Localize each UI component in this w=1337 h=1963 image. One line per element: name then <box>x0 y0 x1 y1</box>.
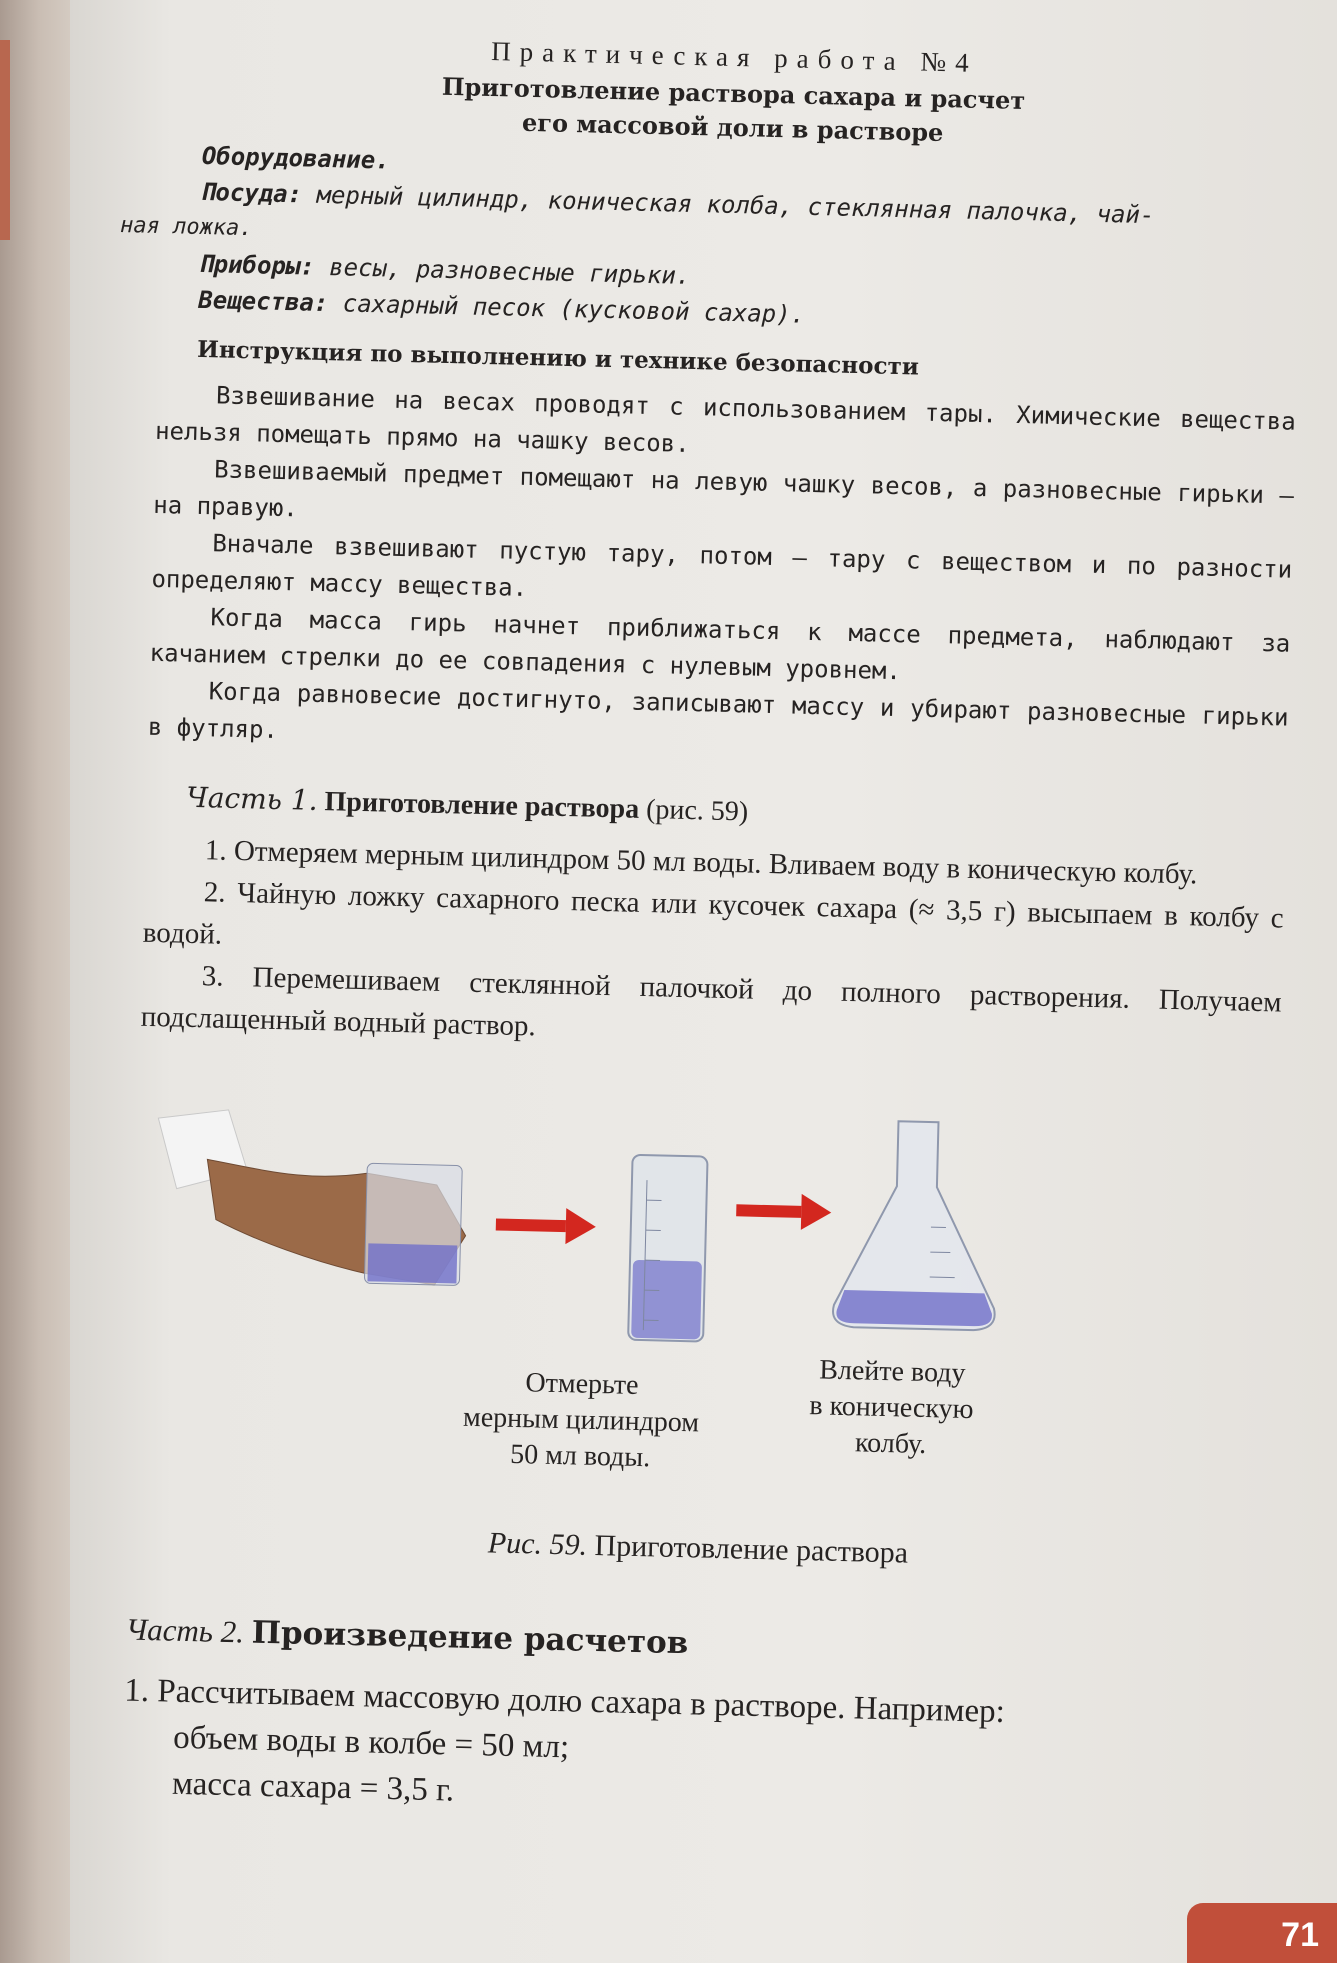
water-volume-line: объем воды в колбе = 50 мл; <box>172 1719 570 1766</box>
dishes-label: Посуда: <box>200 177 303 209</box>
part1-figure-ref: (рис. 59) <box>645 793 749 828</box>
devices-label: Приборы: <box>198 249 316 281</box>
part2-calculation <box>122 1668 1265 1834</box>
part1-step: 2. Чайную ложку сахарного песка или кусочек сахара (≈ 3,5 г) высыпаем в колбу с водой. <box>142 876 1284 951</box>
equipment-heading: Оборудование. <box>201 141 391 175</box>
part2-label: Часть 2. <box>125 1611 245 1650</box>
measuring-cylinder-illustration <box>628 1155 707 1342</box>
caption-pour-line: колбу. <box>854 1427 927 1461</box>
figure-title: Приготовление раствора <box>594 1528 909 1570</box>
page-content <box>119 28 1305 1833</box>
instruction-paragraph: Взвешиваемый предмет помещают на левую чашку весов, а разновесные гирьки – на правую. <box>153 455 1295 523</box>
part1-label: Часть 1. <box>185 780 319 817</box>
caption-pour-line: в коническую <box>809 1390 974 1426</box>
arrow-icon <box>736 1192 832 1230</box>
dishes-continuation: ная ложка. <box>119 212 253 242</box>
caption-measure <box>430 1363 733 1478</box>
devices-text: весы, разновесные гирьки. <box>328 253 691 290</box>
figure-59 <box>129 1098 1279 1546</box>
substances-label: Вещества: <box>198 285 329 318</box>
practical-work-title: Практическая работа №4 <box>490 35 979 78</box>
dishes-text: мерный цилиндр, коническая колба, стеклянная палочка, чай- <box>316 180 1155 230</box>
main-title-line1: Приготовление раствора сахара и расчет <box>441 71 1026 116</box>
main-title-line2: его массовой доли в растворе <box>521 107 944 148</box>
sugar-mass-line: масса сахара = 3,5 г. <box>171 1765 455 1809</box>
caption-measure-line: Отмерьте <box>525 1367 639 1401</box>
instruction-paragraph: Когда равновесие достигнуто, записывают массу и убирают разновесные гирьки в футляр. <box>147 677 1289 744</box>
part2-step1: 1. Рассчитываем массовую долю сахара в растворе. Например: <box>123 1672 1006 1731</box>
conical-flask-illustration <box>833 1120 1000 1331</box>
hand-with-beaker-illustration <box>154 1108 468 1286</box>
textbook-page <box>70 0 1337 1963</box>
beaker-water-icon <box>367 1243 457 1283</box>
part1-step: 3. Перемешиваем стеклянной палочкой до полного растворения. Получаем подслащенный водный раствор. <box>140 960 1282 1043</box>
caption-measure-line: 50 мл воды. <box>509 1438 651 1474</box>
substances-text: сахарный песок (кусковой сахар). <box>342 289 806 329</box>
instruction-paragraph: Когда масса гирь начнет приближаться к массе предмета, наблюдают за качанием стрелки до ее совпадения с нулевым уровнем. <box>149 603 1291 686</box>
caption-pour <box>760 1351 1023 1465</box>
instruction-paragraph: Вначале взвешивают пустую тару, потом – тару с веществом и по разности определяют массу вещества. <box>151 529 1293 603</box>
adjacent-page-edge <box>0 40 10 240</box>
page-number: 71 <box>1187 1903 1337 1963</box>
caption-pour-line: Влейте воду <box>818 1354 966 1389</box>
instruction-paragraph: Взвешивание на весах проводят с использованием тары. Химические вещества нельзя помещать прямо на чашку весов. <box>154 381 1297 458</box>
arrow-icon <box>495 1206 596 1244</box>
instructions-heading: Инструкция по выполнению и технике безопасности <box>196 335 920 381</box>
part1-step: 1. Отмеряем мерным цилиндром 50 мл воды. Вливаем воду в коническую колбу. <box>204 834 1198 891</box>
part2-title: Произведение расчетов <box>251 1614 689 1662</box>
caption-measure-line: мерным цилиндром <box>462 1401 700 1439</box>
figure-label: Рис. 59. <box>487 1526 588 1562</box>
part1-title: Приготовление раствора <box>324 786 640 825</box>
equipment-section <box>119 137 1302 345</box>
part2-heading <box>125 1612 1266 1676</box>
